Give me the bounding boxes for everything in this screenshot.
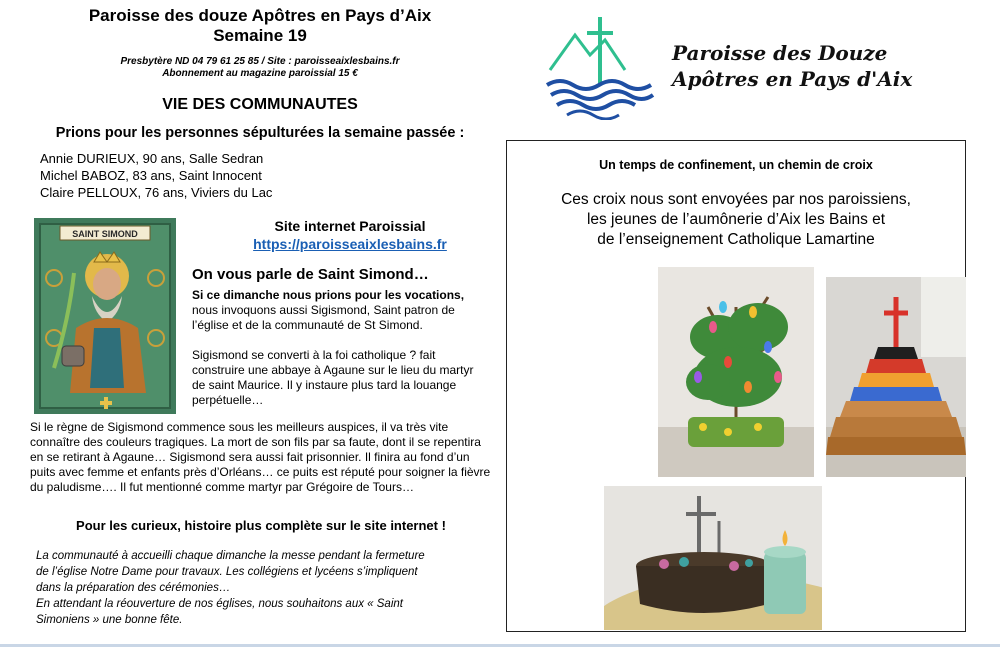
site-title: Site internet Paroissial	[274, 218, 426, 234]
crosses-box-title: Un temps de confinement, un chemin de croix	[599, 158, 873, 172]
saint-paragraph-1-rest: nous invoquons aussi Sigismond, Saint patron de l’église et de la communauté de St Simond.	[192, 303, 455, 332]
deceased-item: Claire PELLOUX, 76 ans, Viviers du Lac	[40, 185, 273, 200]
week-label: Semaine 19	[213, 26, 307, 45]
contact-line-subscription: Abonnement au magazine paroissial 15 €	[162, 68, 358, 79]
prayer-heading: Prions pour les personnes sépulturées la semaine passée :	[55, 125, 465, 141]
bottom-border	[0, 644, 1000, 647]
saint-paragraph-1-lead: Si ce dimanche nous prions pour les vocations,	[192, 288, 465, 302]
logo-line-2: Apôtres en Pays d'Aix	[672, 67, 913, 91]
parish-logo-mark	[545, 15, 660, 120]
saint-simond-icon-image	[34, 218, 176, 414]
deceased-item: Michel BABOZ, 83 ans, Saint Innocent	[40, 168, 262, 183]
community-note-line: Simoniens » une bonne fête.	[36, 614, 183, 626]
newsletter-header	[30, 6, 490, 46]
candle-bowl-photo	[604, 486, 822, 630]
parish-logo-text	[672, 40, 912, 92]
saint-paragraph-2: Sigismond se converti à la foi catholique ? fait construire une abbaye à Agaune sur le lieu du martyr de saint Maurice. Il y instaure plus tard la louange perpétuelle…	[192, 348, 474, 407]
site-link[interactable]: https://paroisseaixlesbains.fr	[253, 236, 447, 252]
wood-cross-photo	[826, 277, 966, 477]
deceased-item: Annie DURIEUX, 90 ans, Salle Sedran	[40, 151, 264, 166]
logo-line-1: Paroisse des Douze	[672, 41, 888, 65]
curious-note: Pour les curieux, histoire plus complète sur le site internet !	[76, 518, 446, 533]
contact-line-phone-site: Presbytère ND 04 79 61 25 85 / Site : paroisseaixlesbains.fr	[120, 56, 400, 67]
community-note-line: dans la préparation des cérémonies…	[36, 582, 231, 594]
crosses-box-line: de l’enseignement Catholique Lamartine	[597, 231, 875, 248]
community-note-line: de l’église Notre Dame pour travaux. Les collégiens et lycéens s’impliquent	[36, 566, 418, 578]
saint-paragraph-1	[192, 288, 492, 333]
egg-tree-photo	[658, 267, 814, 477]
community-note-line: La communauté à accueilli chaque dimanche la messe pendant la fermeture	[36, 550, 425, 562]
section-title: VIE DES COMMUNAUTES	[162, 96, 358, 113]
community-note	[36, 548, 496, 628]
saint-paragraph-3: Si le règne de Sigismond commence sous les meilleurs auspices, il va très vite connaître des couleurs tragiques. La mort de son fils par sa faute, dont il se repentira en se retirant à Agaune… Sigismond sera aussi fait prisonnier. Il finira au fond d’un puits avec femme et enfants près d’Orléans… ce puits est réputé pour soigner la fièvre du paludisme…. Il fut mentionné comme martyr par Grégoire de Tours…	[30, 420, 491, 494]
contact-info	[30, 56, 490, 80]
deceased-list	[40, 150, 272, 201]
icon-banner-text: SAINT SIMOND	[72, 229, 138, 239]
crosses-box-line: Ces croix nous sont envoyées par nos paroissiens,	[561, 191, 911, 208]
community-note-line: En attendant la réouverture de nos églises, nous souhaitons aux « Saint	[36, 598, 403, 610]
saint-heading: On vous parle de Saint Simond…	[192, 266, 429, 283]
parish-title: Paroisse des douze Apôtres en Pays d’Aix	[88, 6, 432, 25]
crosses-box-line: les jeunes de l’aumônerie d’Aix les Bains et	[586, 211, 886, 228]
crosses-box-text	[506, 190, 966, 250]
